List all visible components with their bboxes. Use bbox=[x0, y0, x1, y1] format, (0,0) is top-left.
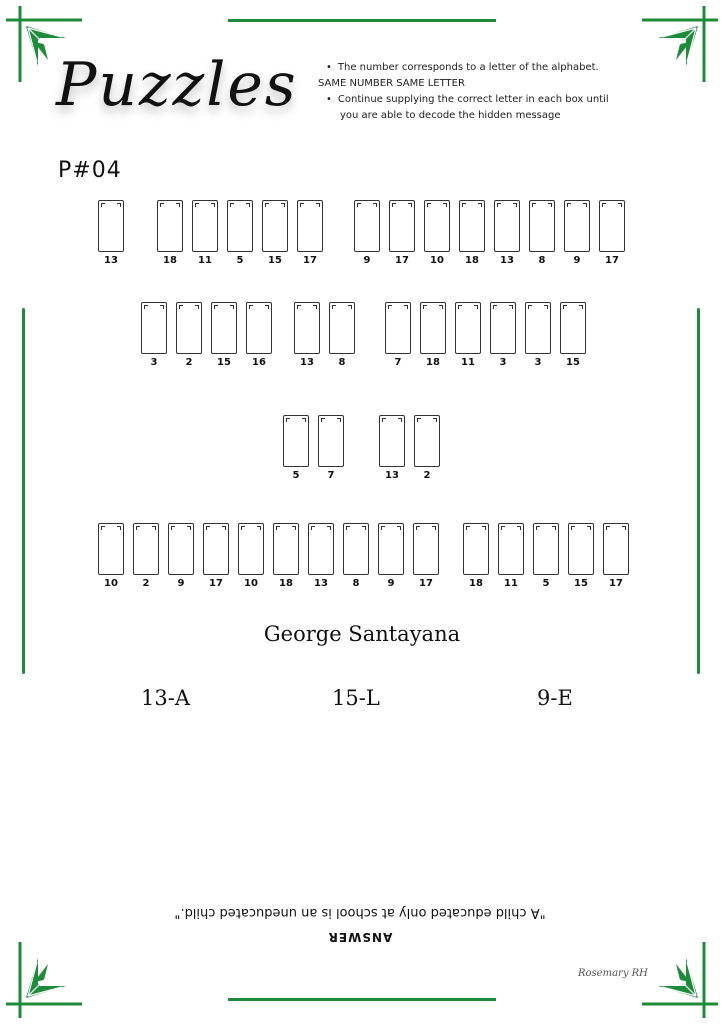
letter-cell bbox=[492, 200, 522, 267]
letter-box[interactable] bbox=[343, 523, 369, 575]
page-title: Puzzles bbox=[56, 50, 298, 120]
letter-number: 7 bbox=[327, 470, 335, 481]
letter-box[interactable] bbox=[494, 200, 520, 252]
letter-cell bbox=[531, 523, 561, 590]
letter-box[interactable] bbox=[603, 523, 629, 575]
letter-cell bbox=[376, 523, 406, 590]
letter-cell bbox=[523, 302, 553, 369]
letter-number: 17 bbox=[303, 255, 317, 266]
letter-number: 17 bbox=[419, 578, 433, 589]
signature-logo: Rosemary RH bbox=[578, 968, 648, 979]
letter-box[interactable] bbox=[463, 523, 489, 575]
letter-box[interactable] bbox=[525, 302, 551, 354]
letter-box[interactable] bbox=[529, 200, 555, 252]
letter-number: 9 bbox=[363, 255, 371, 266]
letter-cell bbox=[387, 200, 417, 267]
letter-number: 3 bbox=[150, 357, 158, 368]
letter-box[interactable] bbox=[389, 200, 415, 252]
instruction-line-1: • The number corresponds to a letter of the alphabet. bbox=[318, 60, 658, 76]
quote-author: George Santayana bbox=[263, 622, 461, 646]
top-border-line bbox=[228, 19, 496, 22]
letter-box[interactable] bbox=[459, 200, 485, 252]
letter-number: 8 bbox=[538, 255, 546, 266]
letter-cell bbox=[496, 523, 526, 590]
letter-box[interactable] bbox=[354, 200, 380, 252]
letter-number: 18 bbox=[426, 357, 440, 368]
letter-box[interactable] bbox=[420, 302, 446, 354]
puzzle-id: P#04 bbox=[58, 158, 122, 183]
letter-box[interactable] bbox=[157, 200, 183, 252]
word-r3-w0 bbox=[96, 523, 441, 590]
letter-box[interactable] bbox=[455, 302, 481, 354]
letter-box[interactable] bbox=[413, 523, 439, 575]
letter-number: 18 bbox=[465, 255, 479, 266]
instruction-line-4: you are able to decode the hidden message bbox=[340, 110, 561, 121]
answer-block bbox=[160, 905, 560, 944]
letter-box[interactable] bbox=[211, 302, 237, 354]
letter-cell bbox=[271, 523, 301, 590]
letter-cell bbox=[597, 200, 627, 267]
letter-cell bbox=[461, 523, 491, 590]
letter-box[interactable] bbox=[227, 200, 253, 252]
instruction-line-3: • Continue supplying the correct letter in each box until bbox=[318, 92, 658, 108]
word-r0-w1 bbox=[155, 200, 325, 267]
word-r1-w1 bbox=[292, 302, 357, 369]
letter-box[interactable] bbox=[297, 200, 323, 252]
letter-number: 15 bbox=[217, 357, 231, 368]
letter-number: 11 bbox=[198, 255, 212, 266]
right-border-line bbox=[697, 308, 700, 674]
letter-cell bbox=[352, 200, 382, 267]
letter-number: 13 bbox=[385, 470, 399, 481]
letter-number: 13 bbox=[104, 255, 118, 266]
letter-number: 17 bbox=[605, 255, 619, 266]
letter-cell bbox=[453, 302, 483, 369]
letter-cell bbox=[316, 415, 346, 482]
letter-cell bbox=[457, 200, 487, 267]
letter-cell bbox=[292, 302, 322, 369]
letter-box[interactable] bbox=[294, 302, 320, 354]
word-r0-w0 bbox=[96, 200, 126, 267]
letter-cell bbox=[236, 523, 266, 590]
instructions bbox=[318, 60, 658, 124]
letter-cell bbox=[260, 200, 290, 267]
letter-number: 10 bbox=[244, 578, 258, 589]
letter-box[interactable] bbox=[568, 523, 594, 575]
letter-cell bbox=[527, 200, 557, 267]
letter-number: 15 bbox=[566, 357, 580, 368]
letter-cell bbox=[139, 302, 169, 369]
letter-box[interactable] bbox=[98, 523, 124, 575]
letter-number: 13 bbox=[300, 357, 314, 368]
letter-cell bbox=[131, 523, 161, 590]
letter-number: 17 bbox=[395, 255, 409, 266]
letter-number: 2 bbox=[185, 357, 193, 368]
letter-number: 18 bbox=[469, 578, 483, 589]
letter-cell bbox=[341, 523, 371, 590]
letter-box[interactable] bbox=[203, 523, 229, 575]
letter-box[interactable] bbox=[564, 200, 590, 252]
letter-number: 8 bbox=[352, 578, 360, 589]
letter-number: 10 bbox=[104, 578, 118, 589]
letter-cell bbox=[383, 302, 413, 369]
letter-box[interactable] bbox=[599, 200, 625, 252]
letter-number: 15 bbox=[574, 578, 588, 589]
letter-number: 18 bbox=[279, 578, 293, 589]
letter-number: 3 bbox=[534, 357, 542, 368]
letter-box[interactable] bbox=[498, 523, 524, 575]
letter-cell bbox=[418, 302, 448, 369]
word-r3-w1 bbox=[461, 523, 631, 590]
letter-number: 17 bbox=[209, 578, 223, 589]
letter-cell bbox=[155, 200, 185, 267]
letter-cell bbox=[244, 302, 274, 369]
letter-cell bbox=[306, 523, 336, 590]
letter-cell bbox=[558, 302, 588, 369]
letter-box[interactable] bbox=[490, 302, 516, 354]
letter-box[interactable] bbox=[318, 415, 344, 467]
letter-box[interactable] bbox=[238, 523, 264, 575]
letter-cell bbox=[601, 523, 631, 590]
letter-number: 13 bbox=[314, 578, 328, 589]
letter-number: 17 bbox=[609, 578, 623, 589]
answer-text: "A child educated only at school is an uneducated child." bbox=[174, 905, 546, 920]
letter-cell bbox=[327, 302, 357, 369]
letter-box[interactable] bbox=[192, 200, 218, 252]
letter-box[interactable] bbox=[133, 523, 159, 575]
word-r2-w1 bbox=[377, 415, 442, 482]
corner-ornament-bottom-right bbox=[640, 940, 720, 1020]
letter-cell bbox=[488, 302, 518, 369]
left-border-line bbox=[22, 308, 25, 674]
letter-box[interactable] bbox=[98, 200, 124, 252]
letter-box[interactable] bbox=[385, 302, 411, 354]
letter-number: 5 bbox=[542, 578, 550, 589]
letter-number: 16 bbox=[252, 357, 266, 368]
letter-box[interactable] bbox=[176, 302, 202, 354]
letter-number: 7 bbox=[394, 357, 402, 368]
letter-cell bbox=[422, 200, 452, 267]
letter-number: 11 bbox=[461, 357, 475, 368]
letter-cell bbox=[295, 200, 325, 267]
letter-box[interactable] bbox=[379, 415, 405, 467]
instruction-line-2: SAME NUMBER SAME LETTER bbox=[318, 78, 465, 89]
letter-cell bbox=[96, 200, 126, 267]
letter-cell bbox=[377, 415, 407, 482]
hint-3: 9-E bbox=[537, 686, 573, 710]
letter-number: 2 bbox=[142, 578, 150, 589]
letter-box[interactable] bbox=[329, 302, 355, 354]
letter-cell bbox=[96, 523, 126, 590]
letter-number: 11 bbox=[504, 578, 518, 589]
letter-cell bbox=[225, 200, 255, 267]
letter-cell bbox=[412, 415, 442, 482]
corner-ornament-bottom-left bbox=[4, 940, 84, 1020]
letter-number: 2 bbox=[423, 470, 431, 481]
letter-cell bbox=[411, 523, 441, 590]
letter-box[interactable] bbox=[141, 302, 167, 354]
letter-number: 8 bbox=[338, 357, 346, 368]
letter-box[interactable] bbox=[378, 523, 404, 575]
word-r0-w2 bbox=[352, 200, 627, 267]
word-r2-w0 bbox=[281, 415, 346, 482]
letter-cell bbox=[562, 200, 592, 267]
letter-number: 13 bbox=[500, 255, 514, 266]
letter-number: 9 bbox=[573, 255, 581, 266]
letter-cell bbox=[190, 200, 220, 267]
word-r1-w2 bbox=[383, 302, 588, 369]
letter-number: 5 bbox=[292, 470, 300, 481]
letter-number: 3 bbox=[499, 357, 507, 368]
letter-box[interactable] bbox=[424, 200, 450, 252]
bottom-border-line bbox=[228, 998, 496, 1001]
letter-cell bbox=[166, 523, 196, 590]
letter-box[interactable] bbox=[283, 415, 309, 467]
letter-number: 5 bbox=[236, 255, 244, 266]
letter-box[interactable] bbox=[308, 523, 334, 575]
letter-number: 9 bbox=[177, 578, 185, 589]
letter-box[interactable] bbox=[414, 415, 440, 467]
letter-box[interactable] bbox=[246, 302, 272, 354]
hint-1: 13-A bbox=[141, 686, 190, 710]
letter-box[interactable] bbox=[560, 302, 586, 354]
letter-number: 15 bbox=[268, 255, 282, 266]
letter-box[interactable] bbox=[168, 523, 194, 575]
letter-cell bbox=[281, 415, 311, 482]
word-r1-w0 bbox=[139, 302, 274, 369]
letter-number: 9 bbox=[387, 578, 395, 589]
letter-cell bbox=[174, 302, 204, 369]
letter-cell bbox=[209, 302, 239, 369]
letter-cell bbox=[201, 523, 231, 590]
letter-cell bbox=[566, 523, 596, 590]
letter-number: 10 bbox=[430, 255, 444, 266]
answer-label: ANSWER bbox=[327, 930, 393, 944]
letter-box[interactable] bbox=[533, 523, 559, 575]
letter-box[interactable] bbox=[262, 200, 288, 252]
letter-number: 18 bbox=[163, 255, 177, 266]
hint-2: 15-L bbox=[332, 686, 380, 710]
letter-box[interactable] bbox=[273, 523, 299, 575]
